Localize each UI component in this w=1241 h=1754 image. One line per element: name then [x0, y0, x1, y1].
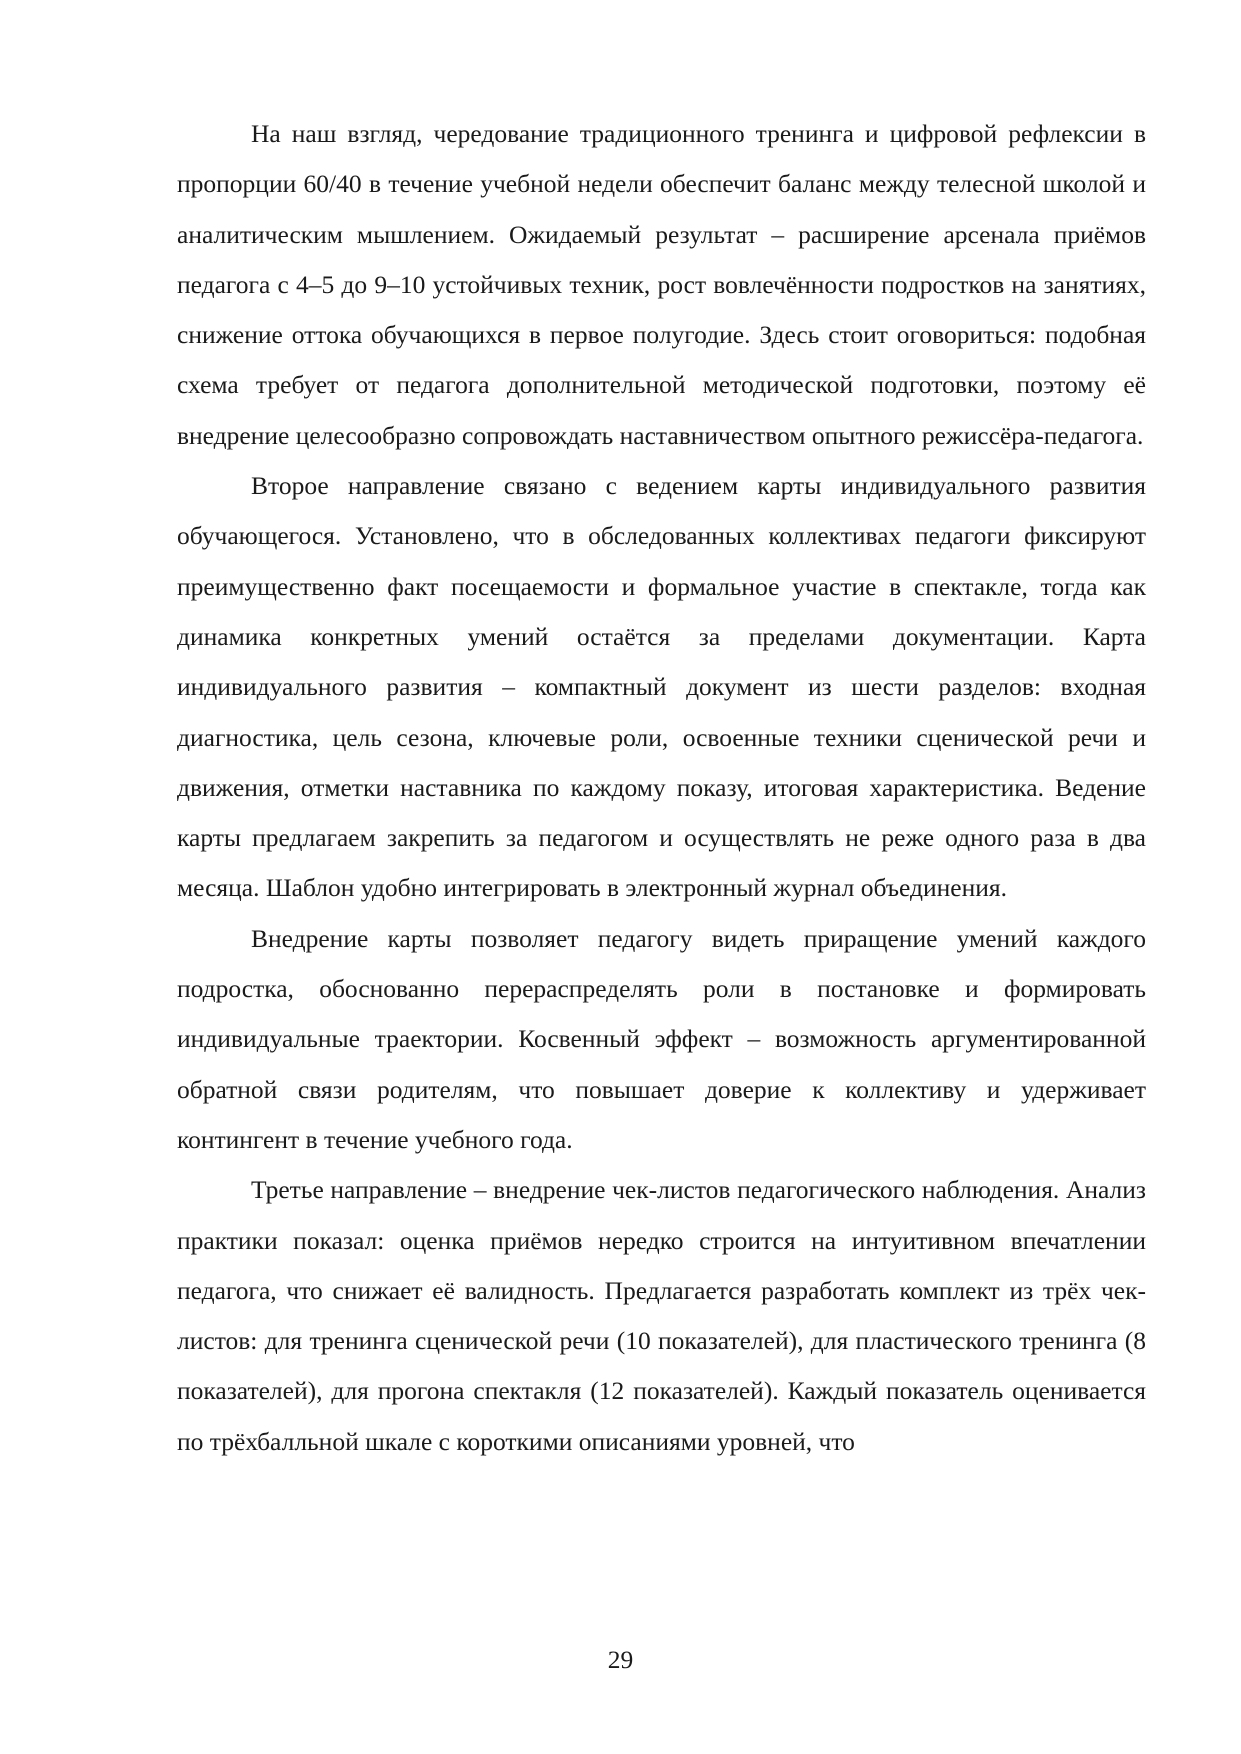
paragraph-1: На наш взгляд, чередование традиционного тренинга и цифровой рефлексии в пропорции 60/40 в течение учебной недели обеспечит баланс между телесной школой и аналитическим мышлением. Ожидаемый результат – расширение арсенала приёмов педагога с 4–5 до 9–10 устойчивых техник, рост вовлечённости подростков на занятиях, снижение оттока обучающихся в первое полугодие. Здесь стоит оговориться: подобная схема требует от педагога дополнительной методической подготовки, поэтому её внедрение целесообразно сопровождать наставничеством опытного режиссёра-педагога.: [177, 119, 1146, 450]
paragraph-4: Третье направление – внедрение чек-листов педагогического наблюдения. Анализ практики показал: оценка приёмов нередко строится на интуитивном впечатлении педагога, что снижает её валидность. Предлагается разработать комплект из трёх чек-листов: для тренинга сценической речи (10 показателей), для пластического тренинга (8 показателей), для прогона спектакля (12 показателей). Каждый показатель оценивается по трёхбалльной шкале с короткими описаниями уровней, что: [177, 1175, 1146, 1456]
body-text: [177, 109, 1146, 1467]
page-number: 29: [607, 1645, 634, 1674]
paragraph-2: Второе направление связано с ведением карты индивидуального развития обучающегося. Установлено, что в обследованных коллективах педагоги фиксируют преимущественно факт посещаемости и формальное участие в спектакле, тогда как динамика конкретных умений остаётся за пределами документации. Карта индивидуального развития – компактный документ из шести разделов: входная диагностика, цель сезона, ключевые роли, освоенные техники сценической речи и движения, отметки наставника по каждому показу, итоговая характеристика. Ведение карты предлагаем закрепить за педагогом и осуществлять не реже одного раза в два месяца. Шаблон удобно интегрировать в электронный журнал объединения.: [177, 471, 1146, 903]
paragraph-3: Внедрение карты позволяет педагогу видеть приращение умений каждого подростка, обоснованно перераспределять роли в постановке и формировать индивидуальные траектории. Косвенный эффект – возможность аргументированной обратной связи родителям, что повышает доверие к коллективу и удерживает контингент в течение учебного года.: [177, 923, 1146, 1154]
